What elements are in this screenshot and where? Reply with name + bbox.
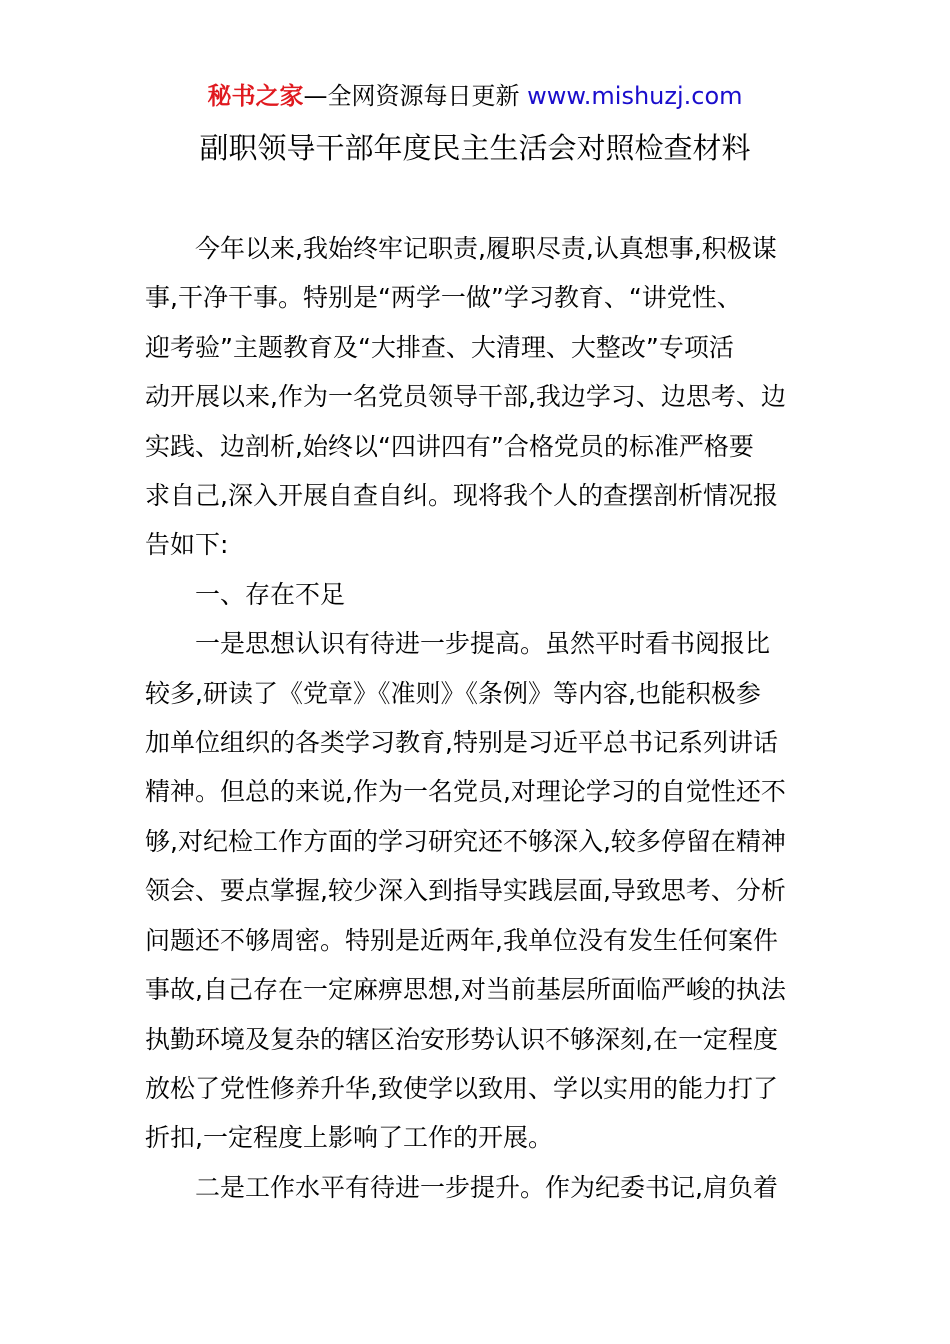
site-header [0, 80, 950, 112]
body-line: 事,干净干事。特别是“两学一做”学习教育、“讲党性、 [145, 283, 742, 313]
body-line: 放松了党性修养升华,致使学以致用、学以实用的能力打了 [145, 1073, 778, 1103]
header-tagline: —全网资源每日更新 [303, 82, 520, 110]
body-line: 加单位组织的各类学习教育,特别是习近平总书记系列讲话 [145, 728, 778, 758]
body-line: 较多,研读了《党章》《准则》《条例》等内容,也能积极参 [145, 678, 761, 708]
brand-name: 秘书之家 [207, 82, 304, 110]
site-url-link[interactable]: www.mishuzj.com [527, 82, 743, 110]
body-line: 求自己,深入开展自查自纠。现将我个人的查摆剖析情况报 [145, 481, 778, 511]
body-line: 实践、边剖析,始终以“四讲四有”合格党员的标准严格要 [145, 431, 754, 461]
body-line: 事故,自己存在一定麻痹思想,对当前基层所面临严峻的执法 [145, 975, 786, 1005]
section-heading: 一、存在不足 [195, 579, 346, 609]
body-line: 折扣,一定程度上影响了工作的开展。 [145, 1123, 553, 1153]
body-line: 动开展以来,作为一名党员领导干部,我边学习、边思考、边 [145, 382, 786, 412]
body-line: 精神。但总的来说,作为一名党员,对理论学习的自觉性还不 [145, 777, 786, 807]
document-body [145, 224, 809, 1212]
body-line: 告如下: [145, 530, 229, 560]
body-line: 今年以来,我始终牢记职责,履职尽责,认真想事,积极谋 [195, 234, 777, 263]
body-line: 够,对纪检工作方面的学习研究还不够深入,较多停留在精神 [145, 826, 786, 856]
body-line: 问题还不够周密。特别是近两年,我单位没有发生任何案件 [145, 925, 778, 955]
body-line: 迎考验”主题教育及“大排查、大清理、大整改”专项活 [145, 332, 734, 362]
body-line: 二是工作水平有待进一步提升。作为纪委书记,肩负着 [195, 1172, 778, 1202]
body-line: 一是思想认识有待进一步提高。虽然平时看书阅报比 [195, 629, 771, 659]
document-title: 副职领导干部年度民主生活会对照检查材料 [199, 131, 751, 165]
body-line: 执勤环境及复杂的辖区治安形势认识不够深刻,在一定程度 [145, 1024, 778, 1054]
body-line: 领会、要点掌握,较少深入到指导实践层面,导致思考、分析 [145, 876, 786, 906]
